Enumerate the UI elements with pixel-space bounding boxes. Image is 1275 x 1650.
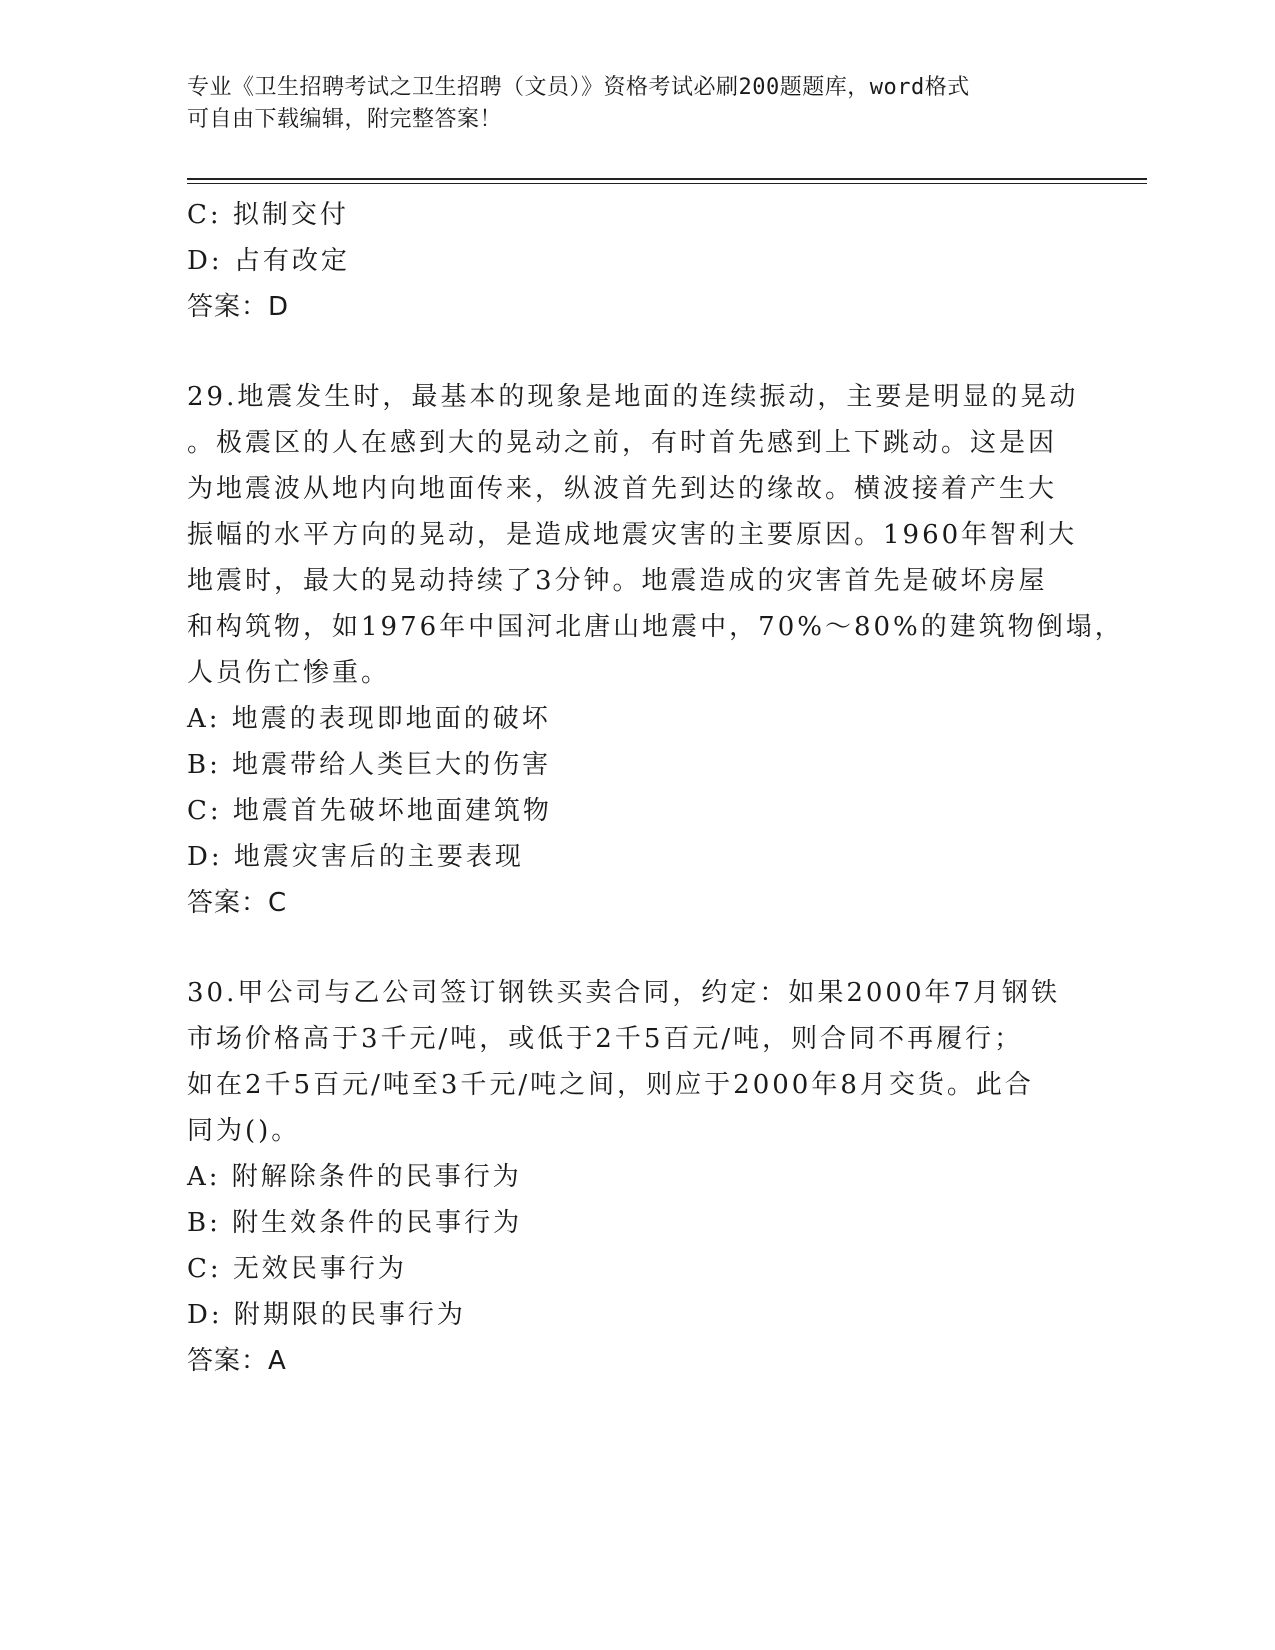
option-c: C: 拟制交付: [187, 200, 349, 230]
option-c: C: 无效民事行为: [187, 1254, 407, 1284]
question-text-line: 30.甲公司与乙公司签订钢铁买卖合同，约定：如果2000年7月钢铁: [187, 978, 1061, 1008]
question-28-tail: [187, 192, 1087, 330]
question-text-line: 29.地震发生时，最基本的现象是地面的连续振动，主要是明显的晃动: [187, 382, 1079, 412]
option-a: A: 附解除条件的民事行为: [187, 1162, 522, 1192]
question-text-line: 地震时，最大的晃动持续了3分钟。地震造成的灾害首先是破坏房屋: [187, 566, 1048, 596]
option-d: D: 地震灾害后的主要表现: [187, 842, 524, 872]
question-30: [187, 970, 1087, 1384]
question-text-line: 为地震波从地内向地面传来，纵波首先到达的缘故。横波接着产生大: [187, 474, 1058, 504]
answer: 答案：C: [187, 888, 288, 918]
header-line-2: 可自由下载编辑，附完整答案！: [187, 107, 503, 132]
question-text-line: 市场价格高于3千元/吨，或低于2千5百元/吨，则合同不再履行；: [187, 1024, 1024, 1054]
answer: 答案：A: [187, 1346, 287, 1376]
option-d: D: 占有改定: [187, 246, 350, 276]
question-text-line: 振幅的水平方向的晃动，是造成地震灾害的主要原因。1960年智利大: [187, 520, 1078, 550]
header-line-1: 专业《卫生招聘考试之卫生招聘（文员）》资格考试必刷200题题库，word格式: [187, 75, 970, 100]
answer: 答案：D: [187, 292, 290, 322]
question-text-line: 人员伤亡惨重。: [187, 658, 391, 688]
header-rule-thin: [187, 183, 1147, 184]
question-29: [187, 374, 1124, 926]
page-header: [187, 72, 1087, 136]
option-c: C: 地震首先破坏地面建筑物: [187, 796, 552, 826]
question-text-line: 。极震区的人在感到大的晃动之前，有时首先感到上下跳动。这是因: [187, 428, 1058, 458]
question-text-line: 和构筑物，如1976年中国河北唐山地震中，70%～80%的建筑物倒塌，: [187, 612, 1124, 642]
option-b: B: 地震带给人类巨大的伤害: [187, 750, 552, 780]
option-a: A: 地震的表现即地面的破坏: [187, 704, 551, 734]
question-text-line: 如在2千5百元/吨至3千元/吨之间，则应于2000年8月交货。此合: [187, 1070, 1034, 1100]
document-body: [187, 192, 1124, 1384]
question-text-line: 同为()。: [187, 1116, 301, 1146]
option-d: D: 附期限的民事行为: [187, 1300, 466, 1330]
header-rule-thick: [187, 178, 1147, 180]
option-b: B: 附生效条件的民事行为: [187, 1208, 523, 1238]
